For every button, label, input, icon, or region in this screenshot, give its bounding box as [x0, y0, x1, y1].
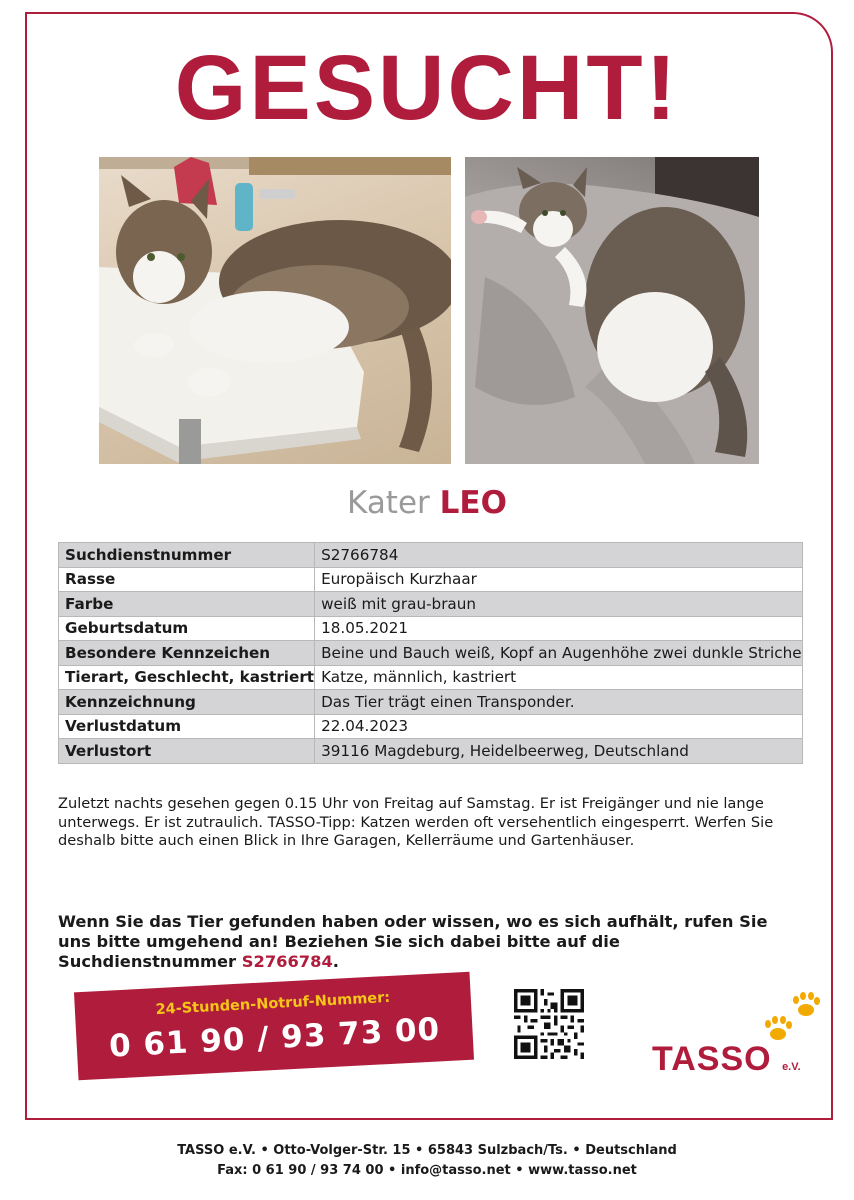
hotline-phone[interactable]: 0 61 90 / 93 73 00 [108, 1011, 442, 1065]
footer-contact: Fax: 0 61 90 / 93 74 00 • info@tasso.net • www.tasso.net [217, 1163, 637, 1178]
detail-value: Das Tier trägt einen Transponder. [315, 690, 803, 715]
cat-photo-blanket [465, 157, 759, 464]
pet-name-value: LEO [439, 485, 507, 521]
hotline-label: 24-Stunden-Notruf-Nummer: [155, 989, 391, 1019]
table-row [59, 739, 803, 764]
detail-value: 22.04.2023 [315, 714, 803, 739]
detail-label: Kennzeichnung [59, 690, 315, 715]
cat-photo-sink [99, 157, 451, 464]
table-row [59, 616, 803, 641]
detail-label: Geburtsdatum [59, 616, 315, 641]
table-row [59, 690, 803, 715]
detail-value: 18.05.2021 [315, 616, 803, 641]
table-row [59, 567, 803, 592]
detail-value: weiß mit grau-braun [315, 592, 803, 617]
tasso-logo [652, 1040, 801, 1079]
detail-value: 39116 Magdeburg, Heidelbeerweg, Deutschland [315, 739, 803, 764]
details-table [58, 542, 803, 764]
table-row [59, 714, 803, 739]
detail-value: Europäisch Kurzhaar [315, 567, 803, 592]
table-row [59, 543, 803, 568]
search-number: S2766784 [241, 952, 333, 971]
detail-label: Farbe [59, 592, 315, 617]
table-row [59, 592, 803, 617]
description-text: Zuletzt nachts gesehen gegen 0.15 Uhr von Freitag auf Samstag. Er ist Freigänger und nie lange unterwegs. Er ist zutraulich. TASSO-Tipp: Katzen werden oft versehentlich eingesperrt. Werfen Sie deshalb bitte auch einen Blick in Ihre Garagen, Kellerräume und Gartenhäuser. [58, 795, 774, 849]
pet-name [0, 484, 854, 522]
detail-value: S2766784 [315, 543, 803, 568]
detail-label: Tierart, Geschlecht, kastriert [59, 665, 315, 690]
detail-label: Verlustdatum [59, 714, 315, 739]
call-to-action-end: . [332, 952, 339, 971]
poster-frame-bottom [25, 1118, 833, 1120]
table-row [59, 641, 803, 666]
call-to-action-text: Wenn Sie das Tier gefunden haben oder wissen, wo es sich aufhält, rufen Sie uns bitte umgehend an! Beziehen Sie sich dabei bitte auf die Suchdienstnummer [58, 912, 768, 971]
detail-value: Katze, männlich, kastriert [315, 665, 803, 690]
pet-name-prefix: Kater [347, 485, 430, 521]
tasso-logo-text: TASSO [652, 1040, 772, 1078]
tasso-logo-suffix: e.V. [782, 1061, 801, 1073]
detail-label: Rasse [59, 567, 315, 592]
headline: GESUCHT! [174, 37, 680, 139]
footer-address: TASSO e.V. • Otto-Volger-Str. 15 • 65843 Sulzbach/Ts. • Deutschland [177, 1143, 677, 1158]
detail-label: Besondere Kennzeichen [59, 641, 315, 666]
detail-label: Suchdienstnummer [59, 543, 315, 568]
qr-code[interactable] [514, 989, 584, 1059]
footer [0, 1141, 854, 1181]
detail-value: Beine und Bauch weiß, Kopf an Augenhöhe zwei dunkle Striche [315, 641, 803, 666]
call-to-action [58, 912, 803, 972]
detail-label: Verlustort [59, 739, 315, 764]
table-row [59, 665, 803, 690]
